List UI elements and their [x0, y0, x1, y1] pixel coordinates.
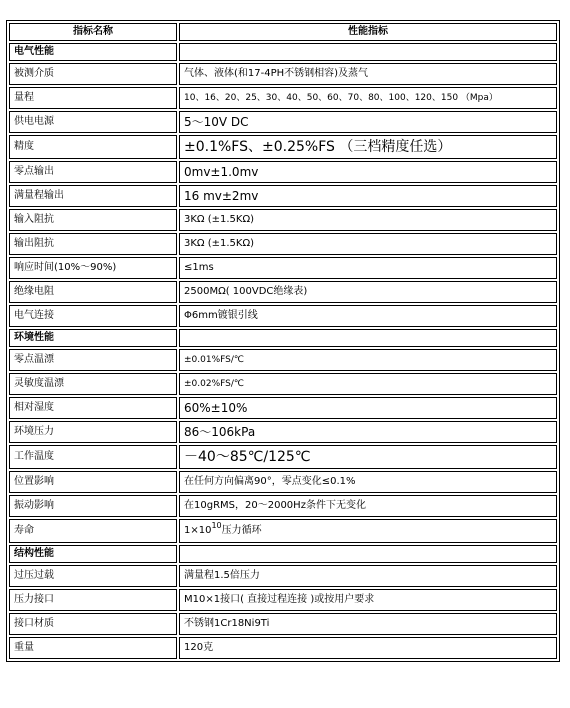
row-name: 相对湿度 [9, 397, 177, 419]
row-value: 3KΩ (±1.5KΩ) [179, 233, 557, 255]
row-name: 输出阻抗 [9, 233, 177, 255]
row-value [179, 519, 557, 543]
row-value: ±0.02%FS/℃ [179, 373, 557, 395]
row-value: M10×1接口( 直接过程连接 )或按用户要求 [179, 589, 557, 611]
row-name: 接口材质 [9, 613, 177, 635]
row-name: 工作温度 [9, 445, 177, 469]
table-row [9, 445, 557, 469]
row-name: 重量 [9, 637, 177, 659]
row-value: 满量程1.5倍压力 [179, 565, 557, 587]
table-row [9, 161, 557, 183]
row-value: 86～106kPa [179, 421, 557, 443]
section-row-structure [9, 545, 557, 563]
table-row [9, 135, 557, 159]
spec-table [6, 20, 560, 662]
table-row [9, 495, 557, 517]
row-value: 0mv±1.0mv [179, 161, 557, 183]
row-value: 气体、液体(和17-4PH不锈钢相容)及蒸气 [179, 63, 557, 85]
life-base: 1×10 [184, 525, 212, 536]
row-name: 振动影响 [9, 495, 177, 517]
row-name: 响应时间(10%～90%) [9, 257, 177, 279]
table-row [9, 305, 557, 327]
row-name: 供电电源 [9, 111, 177, 133]
row-value: 60%±10% [179, 397, 557, 419]
table-row [9, 471, 557, 493]
table-row [9, 519, 557, 543]
row-name: 过压过载 [9, 565, 177, 587]
row-name: 压力接口 [9, 589, 177, 611]
section-title: 电气性能 [9, 43, 177, 61]
row-value: Φ6mm镀银引线 [179, 305, 557, 327]
row-value: 120克 [179, 637, 557, 659]
row-value: ≤1ms [179, 257, 557, 279]
table-row [9, 209, 557, 231]
table-row [9, 589, 557, 611]
row-name: 量程 [9, 87, 177, 109]
row-name: 位置影响 [9, 471, 177, 493]
row-value: －40～85℃/125℃ [179, 445, 557, 469]
table-row [9, 421, 557, 443]
section-title: 结构性能 [9, 545, 177, 563]
row-name: 精度 [9, 135, 177, 159]
row-name: 满量程输出 [9, 185, 177, 207]
table-header-row [9, 23, 557, 41]
section-empty-cell [179, 43, 557, 61]
row-name: 环境压力 [9, 421, 177, 443]
row-value: 在任何方向偏离90°，零点变化≤0.1% [179, 471, 557, 493]
life-exponent: 10 [211, 521, 222, 530]
section-row-environment [9, 329, 557, 347]
row-name: 零点输出 [9, 161, 177, 183]
row-value: 2500MΩ( 100VDC绝缘表) [179, 281, 557, 303]
table-row [9, 373, 557, 395]
table-row [9, 613, 557, 635]
header-indicator-name: 指标名称 [9, 23, 177, 41]
row-name: 零点温漂 [9, 349, 177, 371]
row-name: 电气连接 [9, 305, 177, 327]
section-row-electrical [9, 43, 557, 61]
table-row [9, 637, 557, 659]
row-name: 寿命 [9, 519, 177, 543]
row-value: ±0.01%FS/℃ [179, 349, 557, 371]
row-value: 在10gRMS，20～2000Hz条件下无变化 [179, 495, 557, 517]
row-name: 输入阻抗 [9, 209, 177, 231]
row-value: 16 mv±2mv [179, 185, 557, 207]
table-row [9, 397, 557, 419]
section-empty-cell [179, 329, 557, 347]
life-tail: 压力循环 [221, 525, 262, 536]
row-name: 灵敏度温漂 [9, 373, 177, 395]
table-row [9, 233, 557, 255]
row-value: ±0.1%FS、±0.25%FS （三档精度任选） [179, 135, 557, 159]
table-row [9, 349, 557, 371]
table-row [9, 185, 557, 207]
section-empty-cell [179, 545, 557, 563]
row-value: 3KΩ (±1.5KΩ) [179, 209, 557, 231]
table-row [9, 565, 557, 587]
table-row [9, 281, 557, 303]
row-value: 不锈钢1Cr18Ni9Ti [179, 613, 557, 635]
row-value: 10、16、20、25、30、40、50、60、70、80、100、120、150 （Mpa） [179, 87, 557, 109]
table-row [9, 63, 557, 85]
section-title: 环境性能 [9, 329, 177, 347]
row-name: 被测介质 [9, 63, 177, 85]
table-row [9, 87, 557, 109]
row-name: 绝缘电阻 [9, 281, 177, 303]
table-row [9, 257, 557, 279]
header-performance: 性能指标 [179, 23, 557, 41]
row-value: 5～10V DC [179, 111, 557, 133]
table-row [9, 111, 557, 133]
